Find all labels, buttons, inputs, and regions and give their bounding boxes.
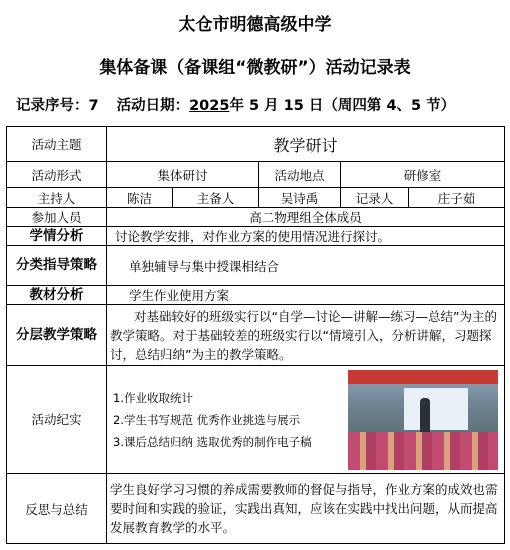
material-row <box>7 286 505 305</box>
strategy-value: 单独辅导与集中授课相结合 <box>107 246 505 286</box>
activity-date-year: 2025 <box>189 98 230 114</box>
theme-label: 活动主题 <box>7 127 107 162</box>
location-value: 研修室 <box>341 162 505 188</box>
participants-row <box>7 208 505 227</box>
host-value: 陈洁 <box>107 188 173 208</box>
record-item: 2.学生书写规范 优秀作业挑选与展示 <box>113 412 301 427</box>
photo-teacher <box>420 398 430 432</box>
strategy-row <box>7 246 505 286</box>
host-label: 主持人 <box>7 188 107 208</box>
reflection-label: 反思与总结 <box>7 474 107 544</box>
recorder-value: 庄子茹 <box>409 188 505 208</box>
record-list <box>113 387 312 453</box>
layered-row <box>7 305 505 366</box>
analysis-row <box>7 227 505 246</box>
theme-row <box>7 127 505 162</box>
photo-projection-screen <box>404 388 468 430</box>
preparer-label: 主备人 <box>173 188 259 208</box>
reflection-value: 学生良好学习习惯的养成需要教师的督促与指导，作业方案的成效也需要时间和实践的验证，实践出真知，应该在实践中找出问题，从而提高发展教育教学的水平。 <box>107 474 505 544</box>
activity-date-rest: 年 5 月 15 日（周四第 4、5 节） <box>229 98 456 114</box>
activity-date-label: 活动日期： <box>116 98 190 114</box>
record-number-label: 记录序号： <box>16 98 89 114</box>
layered-value: 对基础较好的班级实行以“自学—讨论—讲解—练习—总结”为主的教学策略。对于基础较差的班级实行以“情境引入，分析讲解，习题探讨，总结归纳”为主的教学策略。 <box>107 305 505 366</box>
record-form-table <box>6 126 505 544</box>
photo-banner <box>348 370 498 384</box>
theme-value: 教学研讨 <box>107 127 505 162</box>
record-number: 7 <box>88 98 99 114</box>
photo-students <box>348 432 498 470</box>
record-item: 1.作业收取统计 <box>113 390 193 405</box>
location-label: 活动地点 <box>259 162 341 188</box>
record-content <box>107 366 505 474</box>
record-item: 3.课后总结归纳 选取优秀的制作电子稿 <box>113 434 312 449</box>
material-label: 教材分析 <box>7 286 107 305</box>
preparer-value: 吴诗禹 <box>259 188 341 208</box>
material-value: 学生作业使用方案 <box>107 286 505 305</box>
recorder-label: 记录人 <box>341 188 409 208</box>
layered-label: 分层教学策略 <box>7 305 107 366</box>
strategy-label: 分类指导策略 <box>7 246 107 286</box>
people-row <box>7 188 505 208</box>
form-title: 集体备课（备课组“微教研”）活动记录表 <box>99 58 411 78</box>
format-value: 集体研讨 <box>107 162 259 188</box>
classroom-photo <box>348 370 498 470</box>
participants-value: 高二物理组全体成员 <box>107 208 505 227</box>
analysis-value: 讨论教学安排，对作业方案的使用情况进行探讨。 <box>107 227 505 246</box>
record-label: 活动纪实 <box>7 366 107 474</box>
record-info-line <box>16 94 455 115</box>
school-name: 太仓市明德高级中学 <box>178 15 332 35</box>
analysis-label: 学情分析 <box>7 227 107 246</box>
record-row <box>7 366 505 474</box>
participants-label: 参加人员 <box>7 208 107 227</box>
format-label: 活动形式 <box>7 162 107 188</box>
reflection-row <box>7 474 505 544</box>
format-row <box>7 162 505 188</box>
